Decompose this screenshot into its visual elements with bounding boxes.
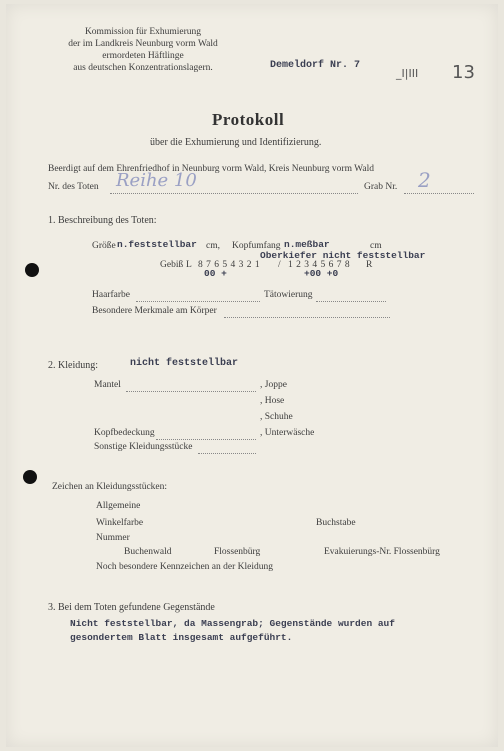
teeth-label: Gebiß: [160, 260, 184, 270]
document-title: Protokoll: [212, 110, 285, 129]
commission-line: aus deutschen Konzentrationslagern.: [73, 63, 213, 73]
head-value: n.meßbar: [284, 239, 330, 250]
burial-line: Beerdigt auf dem Ehrenfriedhof in Neunburg vorm Wald, Kreis Neunburg vorm Wald: [48, 164, 374, 174]
other-marks-label: Noch besondere Kennzeichen an der Kleidung: [96, 562, 273, 572]
head-unit: cm: [370, 241, 382, 251]
size-unit: cm,: [206, 241, 220, 251]
teeth-right: 1 2 3 4 5 6 7 8: [288, 260, 351, 270]
flossenburg-label: Flossenbürg: [214, 547, 261, 557]
features-label: Besondere Merkmale am Körper: [92, 306, 217, 316]
grave-value: 2: [418, 168, 431, 192]
size-value: n.feststellbar: [117, 239, 197, 250]
grave-label: Grab Nr.: [364, 182, 398, 192]
letter-label: Buchstabe: [316, 518, 356, 528]
angle-color-label: Winkelfarbe: [96, 518, 144, 528]
commission-line: der im Landkreis Neunburg vorm Wald: [68, 39, 218, 49]
commission-line: ermordeten Häftlinge: [102, 51, 184, 61]
commission-block: [48, 26, 238, 74]
underwear-label: , Unterwäsche: [260, 428, 315, 438]
objects-line-2: gesondertem Blatt insgesamt aufgeführt.: [70, 632, 293, 643]
punch-hole: [23, 470, 37, 484]
buchenwald-label: Buchenwald: [124, 547, 172, 557]
jaw-note: Oberkiefer nicht feststellbar: [260, 250, 426, 261]
section1-heading: 1. Beschreibung des Toten:: [48, 215, 157, 226]
punch-hole: [25, 263, 39, 277]
dead-number-label: Nr. des Toten: [48, 182, 99, 192]
coat-label: Mantel: [94, 380, 121, 390]
hair-label: Haarfarbe: [92, 290, 130, 300]
dead-number-value: Reihe 10: [116, 170, 197, 191]
teeth-separator: /: [278, 260, 281, 270]
clothing-value: nicht feststellbar: [130, 358, 239, 369]
size-label: Größe: [92, 241, 116, 251]
teeth-marks-right: +00 +0: [304, 268, 339, 279]
jacket-label: , Joppe: [260, 380, 287, 390]
section2-heading: 2. Kleidung:: [48, 360, 98, 371]
evacuation-label: Evakuierungs-Nr. Flossenbürg: [324, 547, 440, 557]
section3-heading: 3. Bei dem Toten gefundene Gegenstände: [48, 602, 215, 613]
tattoo-label: Tätowierung: [264, 290, 313, 300]
trousers-label: , Hose: [260, 396, 285, 406]
marks-heading: Zeichen an Kleidungsstücken:: [52, 482, 168, 492]
reference-mark: _I|III: [396, 67, 419, 80]
shoes-label: , Schuhe: [260, 412, 293, 422]
number-label: Nummer: [96, 533, 130, 543]
headwear-label: Kopfbedeckung: [94, 428, 155, 438]
head-label: Kopfumfang: [232, 241, 281, 251]
teeth-left-marker: L: [186, 260, 192, 270]
document-subtitle: über die Exhumierung und Identifizierung.: [150, 137, 322, 148]
teeth-left: 8 7 6 5 4 3 2 1: [198, 260, 261, 270]
commission-line: Kommission für Exhumierung: [84, 27, 202, 37]
other-clothing-label: Sonstige Kleidungsstücke: [94, 442, 193, 452]
teeth-right-marker: R: [366, 260, 373, 270]
teeth-marks-left: 00 +: [204, 268, 227, 279]
site-label: Demeldorf Nr. 7: [270, 60, 361, 71]
objects-line-1: Nicht feststellbar, da Massengrab; Gegenstände wurden auf: [70, 618, 395, 629]
document-page: [6, 4, 498, 747]
page-number: 13: [452, 62, 475, 83]
general-label: Allgemeine: [96, 501, 141, 511]
